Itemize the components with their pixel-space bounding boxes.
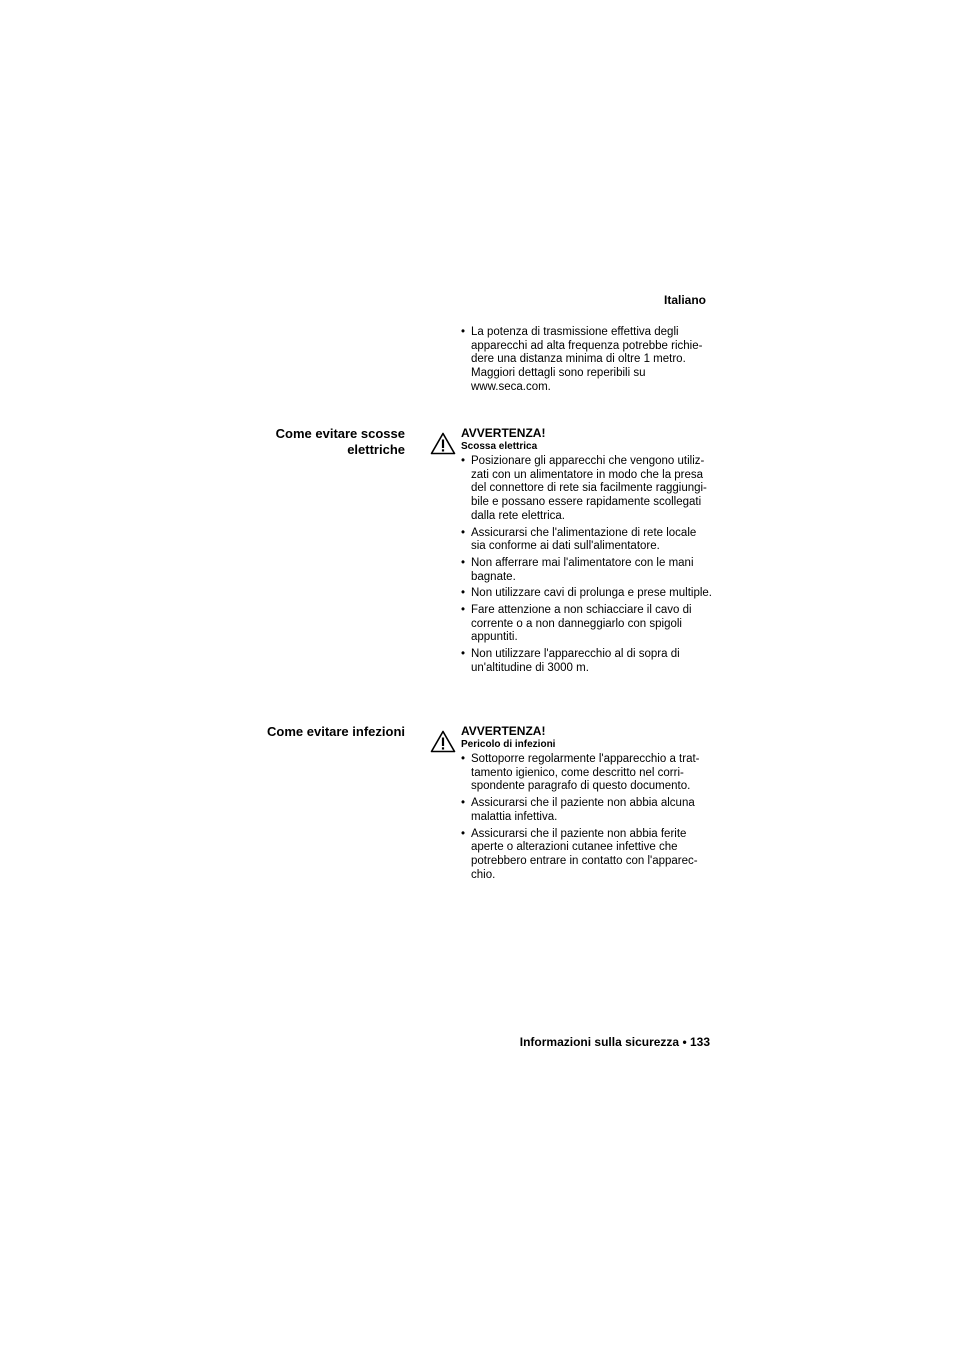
intro-bullet-item: • La potenza di trasmissione effettiva degli apparecchi ad alta frequenza potrebbe richie-dere una distanza minima di oltre 1 metro. Maggiori dettagli sono reperibili su www.seca.com.	[461, 326, 713, 395]
warning-bullet-list	[461, 753, 713, 882]
section-title	[205, 426, 405, 458]
section-title-line1: Come evitare infezioni	[267, 724, 405, 739]
list-item: • Posizionare gli apparecchi che vengono utiliz-zati con un alimentatore in modo che la presa del connettore di rete sia facilmente raggiungi-bile e possano essere rapidamente scollegati dalla rete elettrica.	[461, 455, 713, 524]
warning-title: AVVERTENZA!	[461, 724, 546, 738]
section-title-line2: elettriche	[347, 442, 405, 457]
warning-content	[461, 426, 713, 679]
intro-block	[461, 326, 713, 398]
section-title	[205, 724, 405, 740]
warning-bullet-list	[461, 455, 713, 676]
list-item: • Assicurarsi che l'alimentazione di rete locale sia conforme ai dati sull'alimentatore.	[461, 527, 713, 554]
list-item: • Non utilizzare cavi di prolunga e prese multiple.	[461, 587, 713, 601]
warning-triangle-icon	[430, 432, 456, 455]
warning-subtitle: Pericolo di infezioni	[461, 739, 556, 750]
list-item: • Fare attenzione a non schiacciare il cavo di corrente o a non danneggiarlo con spigoli appuntiti.	[461, 604, 713, 645]
list-item: • Non utilizzare l'apparecchio al di sopra di un'altitudine di 3000 m.	[461, 648, 713, 675]
section-title-line1: Come evitare scosse	[275, 426, 405, 441]
warning-triangle-icon	[430, 730, 456, 753]
page-footer: Informazioni sulla sicurezza • 133	[519, 1035, 710, 1049]
warning-content	[461, 724, 713, 885]
list-item: • Assicurarsi che il paziente non abbia ferite aperte o alterazioni cutanee infettive che potrebbero entrare in contatto con l'apparec-chio.	[461, 828, 713, 883]
warning-subtitle: Scossa elettrica	[461, 441, 538, 452]
list-item: • Assicurarsi che il paziente non abbia alcuna malattia infettiva.	[461, 797, 713, 824]
intro-bullet-list	[461, 326, 713, 395]
warning-title: AVVERTENZA!	[461, 426, 546, 440]
language-label: Italiano	[663, 293, 706, 307]
list-item: • Non afferrare mai l'alimentatore con le mani bagnate.	[461, 557, 713, 584]
list-item: • Sottoporre regolarmente l'apparecchio a trat-tamento igienico, come descritto nel corri-spondente paragrafo di questo documento.	[461, 753, 713, 794]
